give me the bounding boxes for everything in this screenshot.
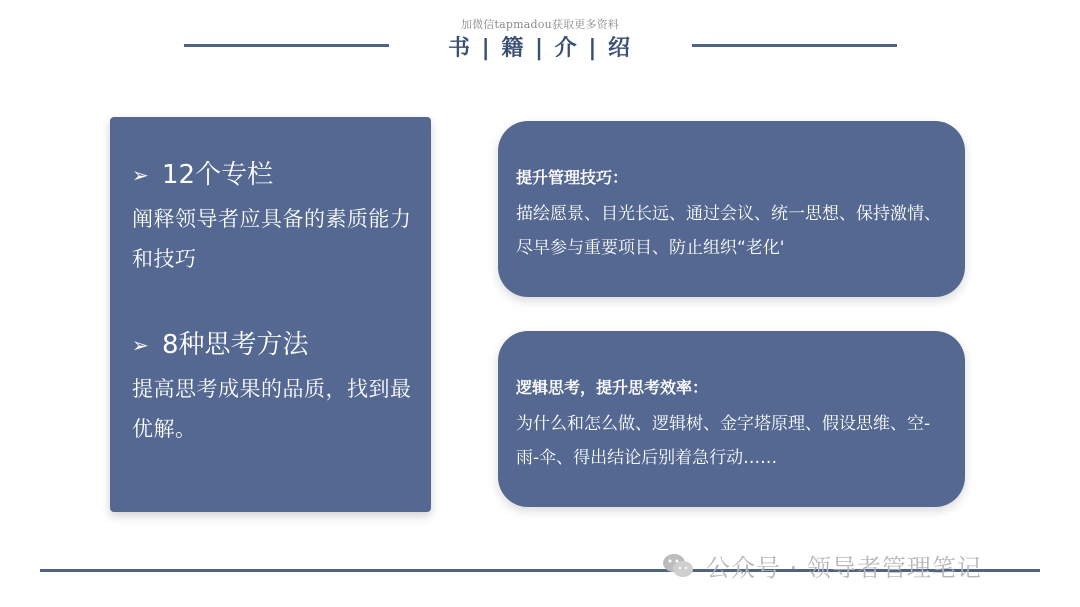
section-body: 提高思考成果的品质，找到最优解。 [132, 377, 412, 441]
section-heading-row [132, 155, 415, 195]
page-title: 书 | 籍 | 介 | 绍 [447, 36, 633, 61]
card-body: 描绘愿景、目光长远、通过会议、统一思想、保持激情、尽早参与重要项目、防止组织“老化' [516, 204, 941, 258]
top-note: 加微信tapmadou获取更多资料 [460, 18, 620, 31]
title-divider-left [184, 44, 389, 47]
left-info-panel [110, 117, 431, 512]
card-management-skills [498, 121, 965, 297]
section-heading: 12个专栏 [162, 160, 274, 190]
arrow-icon: ➢ [132, 163, 149, 187]
section-heading-row [132, 325, 415, 365]
card-title: 提升管理技巧： [516, 168, 629, 187]
section-body: 阐释领导者应具备的素质能力和技巧 [132, 207, 412, 271]
watermark [662, 548, 982, 583]
section-columns [132, 155, 415, 279]
card-title: 逻辑思考，提升思考效率： [516, 378, 709, 397]
section-methods [132, 325, 415, 449]
arrow-icon: ➢ [132, 333, 149, 357]
title-divider-right [692, 44, 897, 47]
wechat-icon [662, 553, 694, 579]
section-heading: 8种思考方法 [162, 330, 309, 360]
watermark-text: 公众号 · 领导者管理笔记 [706, 554, 982, 582]
card-logical-thinking [498, 331, 965, 507]
card-body: 为什么和怎么做、逻辑树、金字塔原理、假设思维、空-雨-伞、得出结论后别着急行动…… [516, 414, 931, 468]
